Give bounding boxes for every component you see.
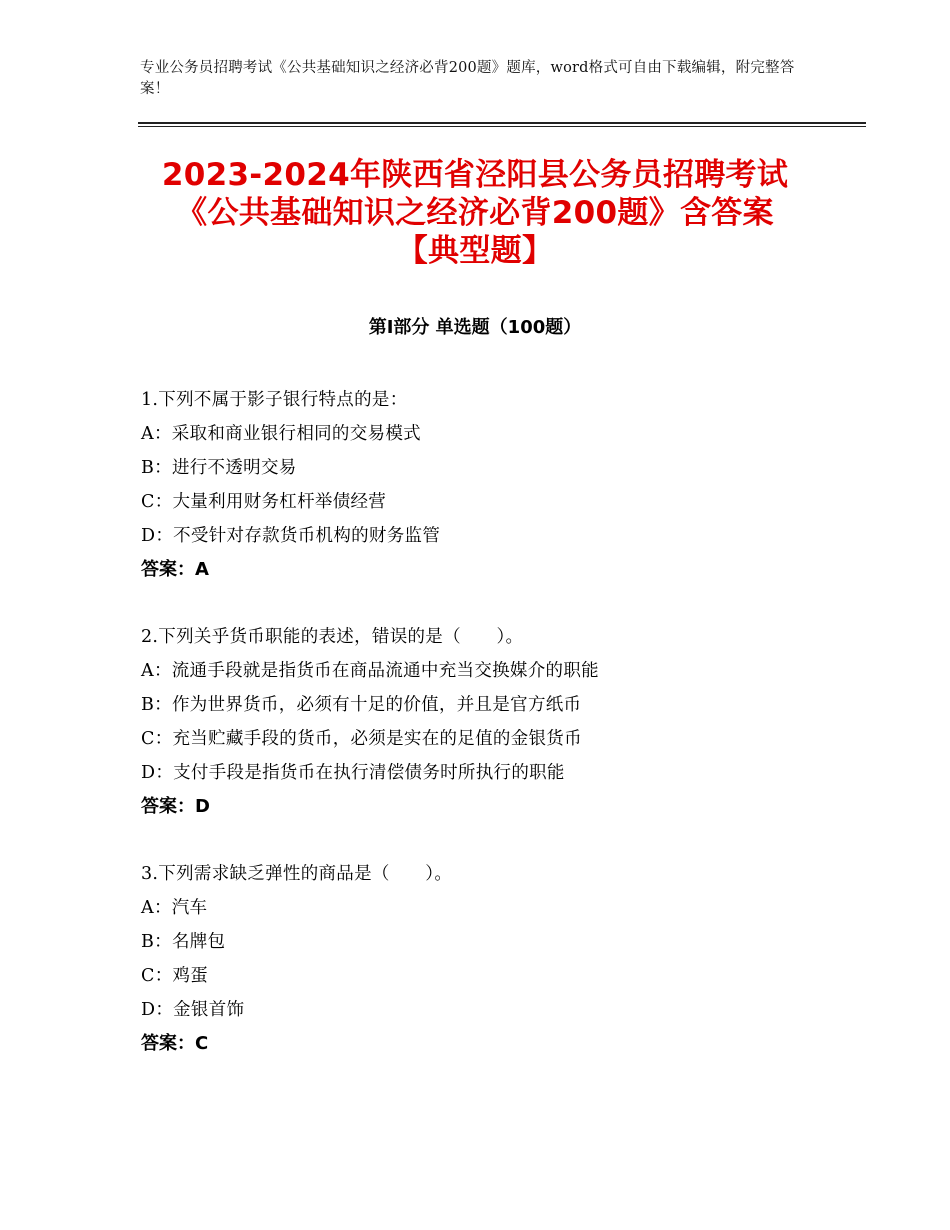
header-note: 专业公务员招聘考试《公共基础知识之经济必背200题》题库，word格式可自由下载编辑，附完整答案！ [140,60,795,97]
answer: 答案：C [141,1033,209,1054]
option-a: A：流通手段就是指货币在商品流通中充当交换媒介的职能 [141,661,599,681]
header-divider-thick [138,122,866,124]
document-title-line-2: 《公共基础知识之经济必背200题》含答案 [176,195,774,231]
option-d: D：支付手段是指货币在执行清偿债务时所执行的职能 [141,763,565,783]
question-3 [141,857,841,1061]
question-1 [141,383,841,587]
option-b: B：进行不透明交易 [141,458,297,478]
answer: 答案：A [141,559,209,580]
option-b: B：名牌包 [141,932,226,952]
option-a: A：采取和商业银行相同的交易模式 [141,424,421,444]
option-c: C：鸡蛋 [141,966,209,986]
question-stem: 2.下列关乎货币职能的表述，错误的是（ ）。 [141,627,524,647]
option-c: C：大量利用财务杠杆举债经营 [141,492,387,512]
option-b: B：作为世界货币，必须有十足的价值，并且是官方纸币 [141,695,582,715]
answer: 答案：D [141,796,210,817]
option-c: C：充当贮藏手段的货币，必须是实在的足值的金银货币 [141,729,582,749]
question-stem: 3.下列需求缺乏弹性的商品是（ ）。 [141,864,453,884]
question-list [141,383,841,1094]
option-a: A：汽车 [141,898,208,918]
option-d: D：金银首饰 [141,1000,245,1020]
header-divider-thin [138,126,866,127]
document-title-line-1: 2023-2024年陕西省泾阳县公务员招聘考试 [161,157,789,193]
question-2 [141,620,841,824]
option-d: D：不受针对存款货币机构的财务监管 [141,526,441,546]
question-stem: 1.下列不属于影子银行特点的是： [141,390,408,410]
document-title [130,156,820,270]
section-title: 第Ⅰ部分 单选题（100题） [368,317,582,338]
document-title-line-3: 【典型题】 [396,233,554,269]
